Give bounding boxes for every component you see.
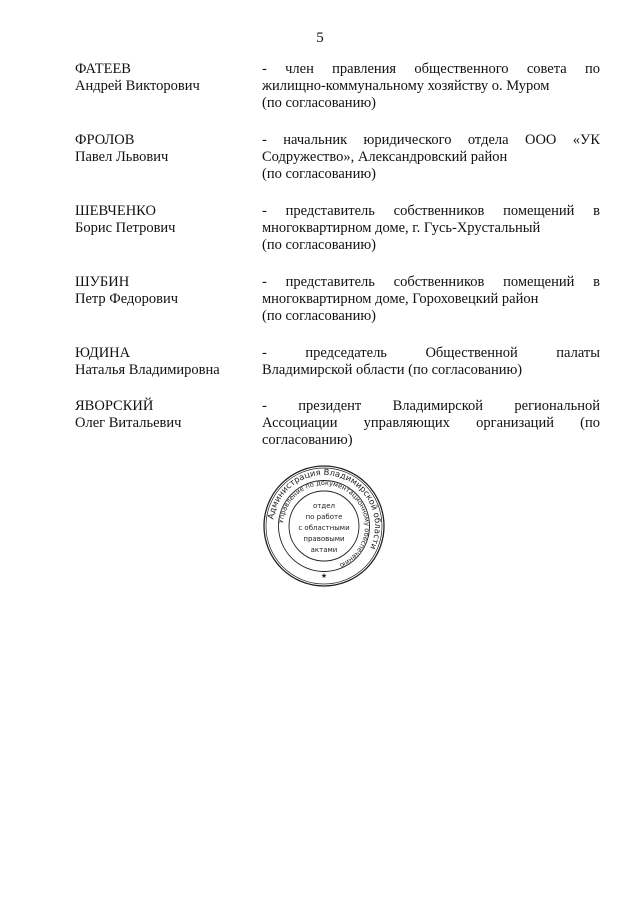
member-role [262, 345, 600, 379]
member-role [262, 132, 600, 183]
role-line: - президент Владимирской региональной [262, 398, 600, 414]
member-role [262, 203, 600, 254]
role-line: Содружество», Александровский район [262, 149, 508, 165]
seal-middle-text: Управление по документационному обеспечению [277, 478, 372, 570]
page-number: 5 [316, 30, 324, 46]
svg-text:актами: актами [310, 546, 338, 554]
svg-text:отдел: отдел [313, 502, 335, 510]
role-line: (по согласованию) [262, 308, 376, 324]
member-name [75, 345, 260, 379]
role-line: согласованию) [262, 432, 353, 448]
role-line: - начальник юридического отдела ООО «УК [262, 132, 600, 148]
role-line: многоквартирном доме, г. Гусь-Хрустальный [262, 220, 541, 236]
member-surname: ШЕВЧЕНКО [75, 203, 156, 219]
role-line: (по согласованию) [262, 95, 376, 111]
role-line: (по согласованию) [262, 237, 376, 253]
role-line: (по согласованию) [262, 166, 376, 182]
member-surname: ЮДИНА [75, 345, 131, 361]
member-role [262, 274, 600, 325]
member-name [75, 398, 260, 432]
member-surname: ФАТЕЕВ [75, 61, 131, 77]
seal-outer-text: Администрация Владимирской области [265, 466, 384, 552]
role-line: - председатель Общественной палаты [262, 345, 600, 361]
member-surname: ЯВОРСКИЙ [75, 398, 154, 414]
role-line: - представитель собственников помещений в [262, 203, 600, 219]
role-line: - представитель собственников помещений в [262, 274, 600, 290]
member-given-names: Борис Петрович [75, 220, 176, 236]
member-role [262, 398, 600, 449]
role-line: жилищно-коммунальному хозяйству о. Муром [262, 78, 550, 94]
role-line: многоквартирном доме, Гороховецкий район [262, 291, 539, 307]
star-icon: ★ [320, 572, 328, 580]
seal-center-text [298, 502, 349, 554]
member-name [75, 61, 260, 95]
official-seal [262, 464, 386, 588]
member-given-names: Петр Федорович [75, 291, 179, 307]
svg-text:по работе: по работе [305, 513, 343, 521]
member-surname: ШУБИН [75, 274, 130, 290]
svg-text:с областными: с областными [298, 524, 350, 532]
member-given-names: Олег Витальевич [75, 415, 182, 431]
role-line: - член правления общественного совета по [262, 61, 600, 77]
role-line: Владимирской области (по согласованию) [262, 362, 523, 378]
member-given-names: Наталья Владимировна [75, 362, 220, 378]
member-surname: ФРОЛОВ [75, 132, 135, 148]
member-given-names: Андрей Викторович [75, 78, 200, 94]
member-given-names: Павел Львович [75, 149, 169, 165]
member-role [262, 61, 600, 112]
role-line: Ассоциации управляющих организаций (по [262, 415, 600, 431]
svg-text:правовыми: правовыми [303, 535, 345, 543]
member-name [75, 132, 260, 166]
member-name [75, 274, 260, 308]
member-name [75, 203, 260, 237]
